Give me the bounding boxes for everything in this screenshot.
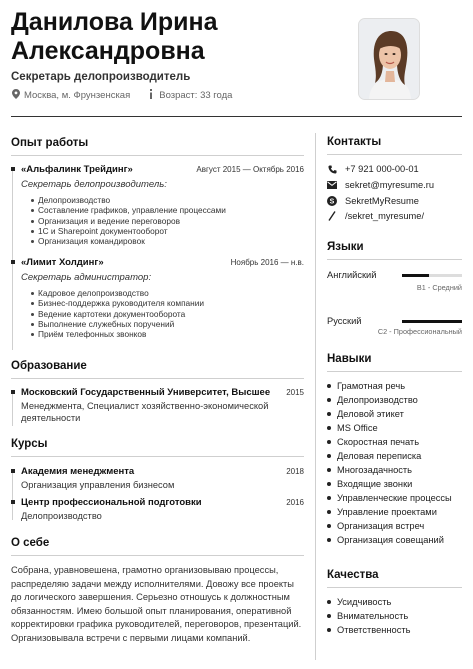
course-name: Академия менеджмента [21, 466, 135, 477]
skill-item: MS Office [327, 421, 467, 435]
position-title: Секретарь делопроизводитель [11, 71, 191, 83]
job-duty: Выполнение служебных поручений [38, 319, 304, 329]
job-duties [38, 288, 304, 339]
name-line-1: Данилова Ирина [11, 8, 218, 36]
skill-item: Организация совещаний [327, 533, 467, 547]
qualities-list [327, 595, 467, 637]
skill-item: Деловой этикет [327, 407, 467, 421]
language-entry [327, 316, 462, 336]
section-title-qualities: Качества [327, 569, 379, 581]
job-duty: Ведение картотеки документооборота [38, 309, 304, 319]
contact-email-text: sekret@myresume.ru [345, 180, 434, 190]
contact-skype[interactable] [327, 196, 467, 206]
link-icon [327, 211, 337, 221]
job-role: Секретарь делопроизводитель: [21, 179, 167, 190]
skill-item: Скоростная печать [327, 435, 467, 449]
course-year: 2018 [286, 467, 304, 476]
skill-item: Управление проектами [327, 505, 467, 519]
course-desc: Делопроизводство [21, 511, 102, 521]
section-line-skills [327, 371, 462, 372]
job-entry [11, 257, 304, 339]
contact-phone[interactable] [327, 164, 467, 174]
language-level-bar [402, 274, 462, 277]
section-line-about [11, 555, 304, 556]
skill-item: Грамотная речь [327, 379, 467, 393]
skill-item: Деловая переписка [327, 449, 467, 463]
course-marker [11, 469, 15, 473]
education-entry [11, 387, 304, 424]
job-dates: Август 2015 — Октябрь 2016 [196, 165, 304, 174]
skill-item: Делопроизводство [327, 393, 467, 407]
profile-photo [358, 18, 420, 100]
section-title-about: О себе [11, 537, 50, 549]
education-year: 2015 [286, 388, 304, 397]
section-line-education [11, 378, 304, 379]
section-title-education: Образование [11, 360, 87, 372]
job-duty: Организация командировок [38, 236, 304, 246]
section-line-contacts [327, 154, 462, 155]
section-line-languages [327, 259, 462, 260]
language-entry [327, 270, 462, 292]
education-desc: Менеджмента, Специалист хозяйственно-экономической деятельности [21, 401, 269, 423]
job-company: «Альфалинк Трейдинг» [21, 164, 133, 175]
info-icon [146, 89, 156, 101]
job-duty: Организация и ведение переговоров [38, 216, 304, 226]
section-line-courses [11, 456, 304, 457]
job-role: Секретарь администратор: [21, 272, 152, 283]
education-marker [11, 390, 15, 394]
column-divider [315, 133, 316, 660]
contact-skype-text: SekretMyResume [345, 196, 419, 206]
job-duty: Составление графиков, управление процессами [38, 205, 304, 215]
contact-phone-text: +7 921 000-00-01 [345, 164, 419, 174]
svg-text:S: S [329, 198, 335, 206]
quality-item: Усидчивость [327, 595, 467, 609]
job-marker [11, 167, 15, 171]
section-line-experience [11, 155, 304, 156]
contact-email[interactable] [327, 180, 467, 190]
language-level-fill [402, 320, 462, 323]
language-name: Русский [327, 316, 362, 326]
skill-item: Многозадачность [327, 463, 467, 477]
envelope-icon [327, 180, 337, 190]
contact-link[interactable] [327, 211, 467, 221]
language-level: C2 - Профессиональный [377, 327, 462, 336]
language-level-bar [402, 320, 462, 323]
quality-item: Внимательность [327, 609, 467, 623]
skype-icon [327, 196, 337, 206]
header-divider [11, 116, 462, 117]
section-title-languages: Языки [327, 241, 364, 253]
language-name: Английский [327, 270, 377, 280]
section-title-courses: Курсы [11, 438, 48, 450]
course-entry [11, 497, 304, 522]
job-duty: Кадровое делопроизводство [38, 288, 304, 298]
phone-icon [327, 164, 337, 174]
job-marker [11, 260, 15, 264]
job-dates: Ноябрь 2016 — н.в. [230, 258, 304, 267]
course-desc: Организация управления бизнесом [21, 480, 175, 490]
meta-row [11, 89, 232, 101]
quality-item: Ответственность [327, 623, 467, 637]
language-level: B1 - Средний [416, 283, 462, 292]
job-company: «Лимит Холдинг» [21, 257, 104, 268]
full-name [11, 8, 331, 66]
skill-item: Организация встреч [327, 519, 467, 533]
section-title-skills: Навыки [327, 353, 372, 365]
about-text: Собрана, уравновешена, грамотно организовываю процессы, распределяю задачи между исполнителями. Довожу все проекты до логического завершения. Серьезно отношусь к должностным обязанностям. Имею большой опыт планирования, оперативной корректировки графика руководителей, переговоров, презентаций. Организовывала встречи с первыми лицами компаний. [11, 565, 302, 643]
language-level-fill [402, 274, 429, 277]
education-name: Московский Государственный Университет, Высшее [21, 387, 271, 398]
skills-list [327, 379, 467, 547]
job-duties [38, 195, 304, 246]
course-name: Центр профессиональной подготовки [21, 497, 202, 508]
age-text: Возраст: 33 года [159, 89, 233, 101]
job-duty: Приём телефонных звонков [38, 329, 304, 339]
name-line-2: Александровна [11, 37, 205, 65]
job-duty: Делопроизводство [38, 195, 304, 205]
section-title-experience: Опыт работы [11, 137, 89, 149]
job-duty: 1С и Sharepoint документооборот [38, 226, 304, 236]
section-line-qualities [327, 587, 462, 588]
location-text: Москва, м. Фрунзенская [24, 89, 131, 101]
section-title-contacts: Контакты [327, 136, 382, 148]
course-entry [11, 466, 304, 491]
course-year: 2016 [286, 498, 304, 507]
contact-link-text: /sekret_myresume/ [345, 211, 425, 221]
job-entry [11, 164, 304, 246]
skill-item: Входящие звонки [327, 477, 467, 491]
course-marker [11, 500, 15, 504]
map-pin-icon [11, 89, 21, 101]
job-duty: Бизнес-поддержка руководителя компании [38, 298, 304, 308]
skill-item: Управленческие процессы [327, 491, 467, 505]
